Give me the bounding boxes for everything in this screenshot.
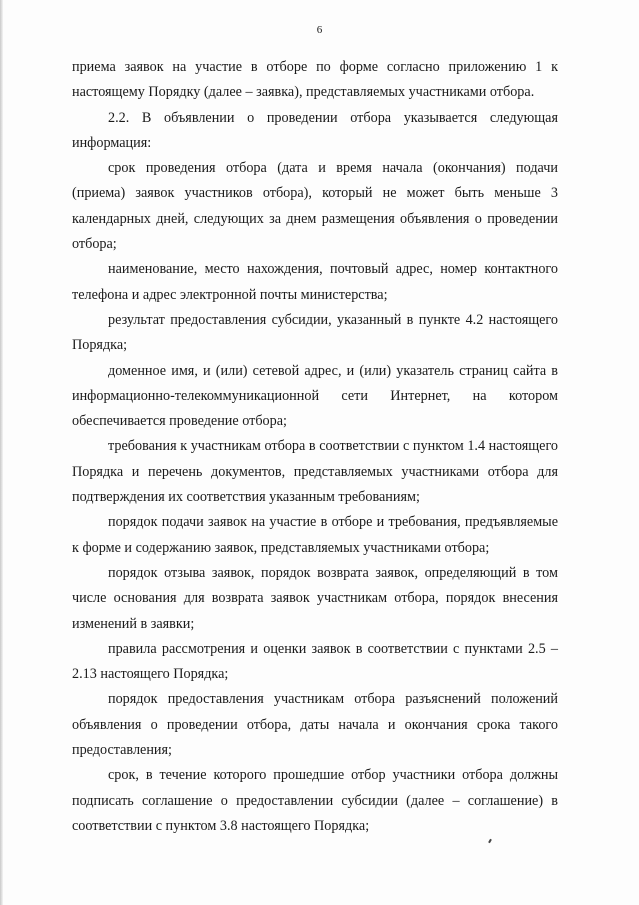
paragraph-2: 2.2. В объявлении о проведении отбора указывается следующая информация: bbox=[72, 109, 558, 151]
paragraph-3: срок проведения отбора (дата и время начала (окончания) подачи (приема) заявок участников отбора), который не может быть меньше 3 календарных дней, следующих за днем размещения объявления о проведении отбора; bbox=[72, 160, 558, 253]
page-number: 6 bbox=[316, 24, 323, 36]
paragraph-8: порядок подачи заявок на участие в отборе и требования, предъявляемые к форме и содержанию заявок, представляемых участниками отбора; bbox=[72, 514, 558, 556]
paragraph-12: срок, в течение которого прошедшие отбор участники отбора должны подписать соглашение о предоставлении субсидии (далее – соглашение) в соответствии с пунктом 3.8 настоящего Порядка; bbox=[72, 767, 558, 834]
paragraph-6: доменное имя, и (или) сетевой адрес, и (или) указатель страниц сайта в информационно-телекоммуникационной сети Интернет, на котором обеспечивается проведение отбора; bbox=[72, 362, 558, 430]
scan-speck bbox=[488, 839, 492, 843]
body-text bbox=[72, 55, 558, 839]
paragraph-9: порядок отзыва заявок, порядок возврата заявок, определяющий в том числе основания для возврата заявок участникам отбора, порядок внесения изменений в заявки; bbox=[72, 564, 558, 632]
paragraph-1: приема заявок на участие в отборе по форме согласно приложению 1 к настоящему Порядку (далее – заявка), представляемых участниками отбора. bbox=[72, 59, 558, 101]
paragraph-4: наименование, место нахождения, почтовый адрес, номер контактного телефона и адрес электронной почты министерства; bbox=[72, 261, 558, 303]
paragraph-10: правила рассмотрения и оценки заявок в соответствии с пунктами 2.5 – 2.13 настоящего Порядка; bbox=[72, 640, 558, 683]
paragraph-5: результат предоставления субсидии, указанный в пункте 4.2 настоящего Порядка; bbox=[72, 311, 558, 354]
scan-edge-shadow bbox=[0, 0, 3, 905]
paragraph-7: требования к участникам отбора в соответствии с пунктом 1.4 настоящего Порядка и перечень документов, представляемых участниками отбора для подтверждения их соответствия указанным требованиям; bbox=[72, 438, 558, 506]
paragraph-11: порядок предоставления участникам отбора разъяснений положений объявления о проведении отбора, даты начала и окончания срока такого предоставления; bbox=[72, 691, 558, 759]
